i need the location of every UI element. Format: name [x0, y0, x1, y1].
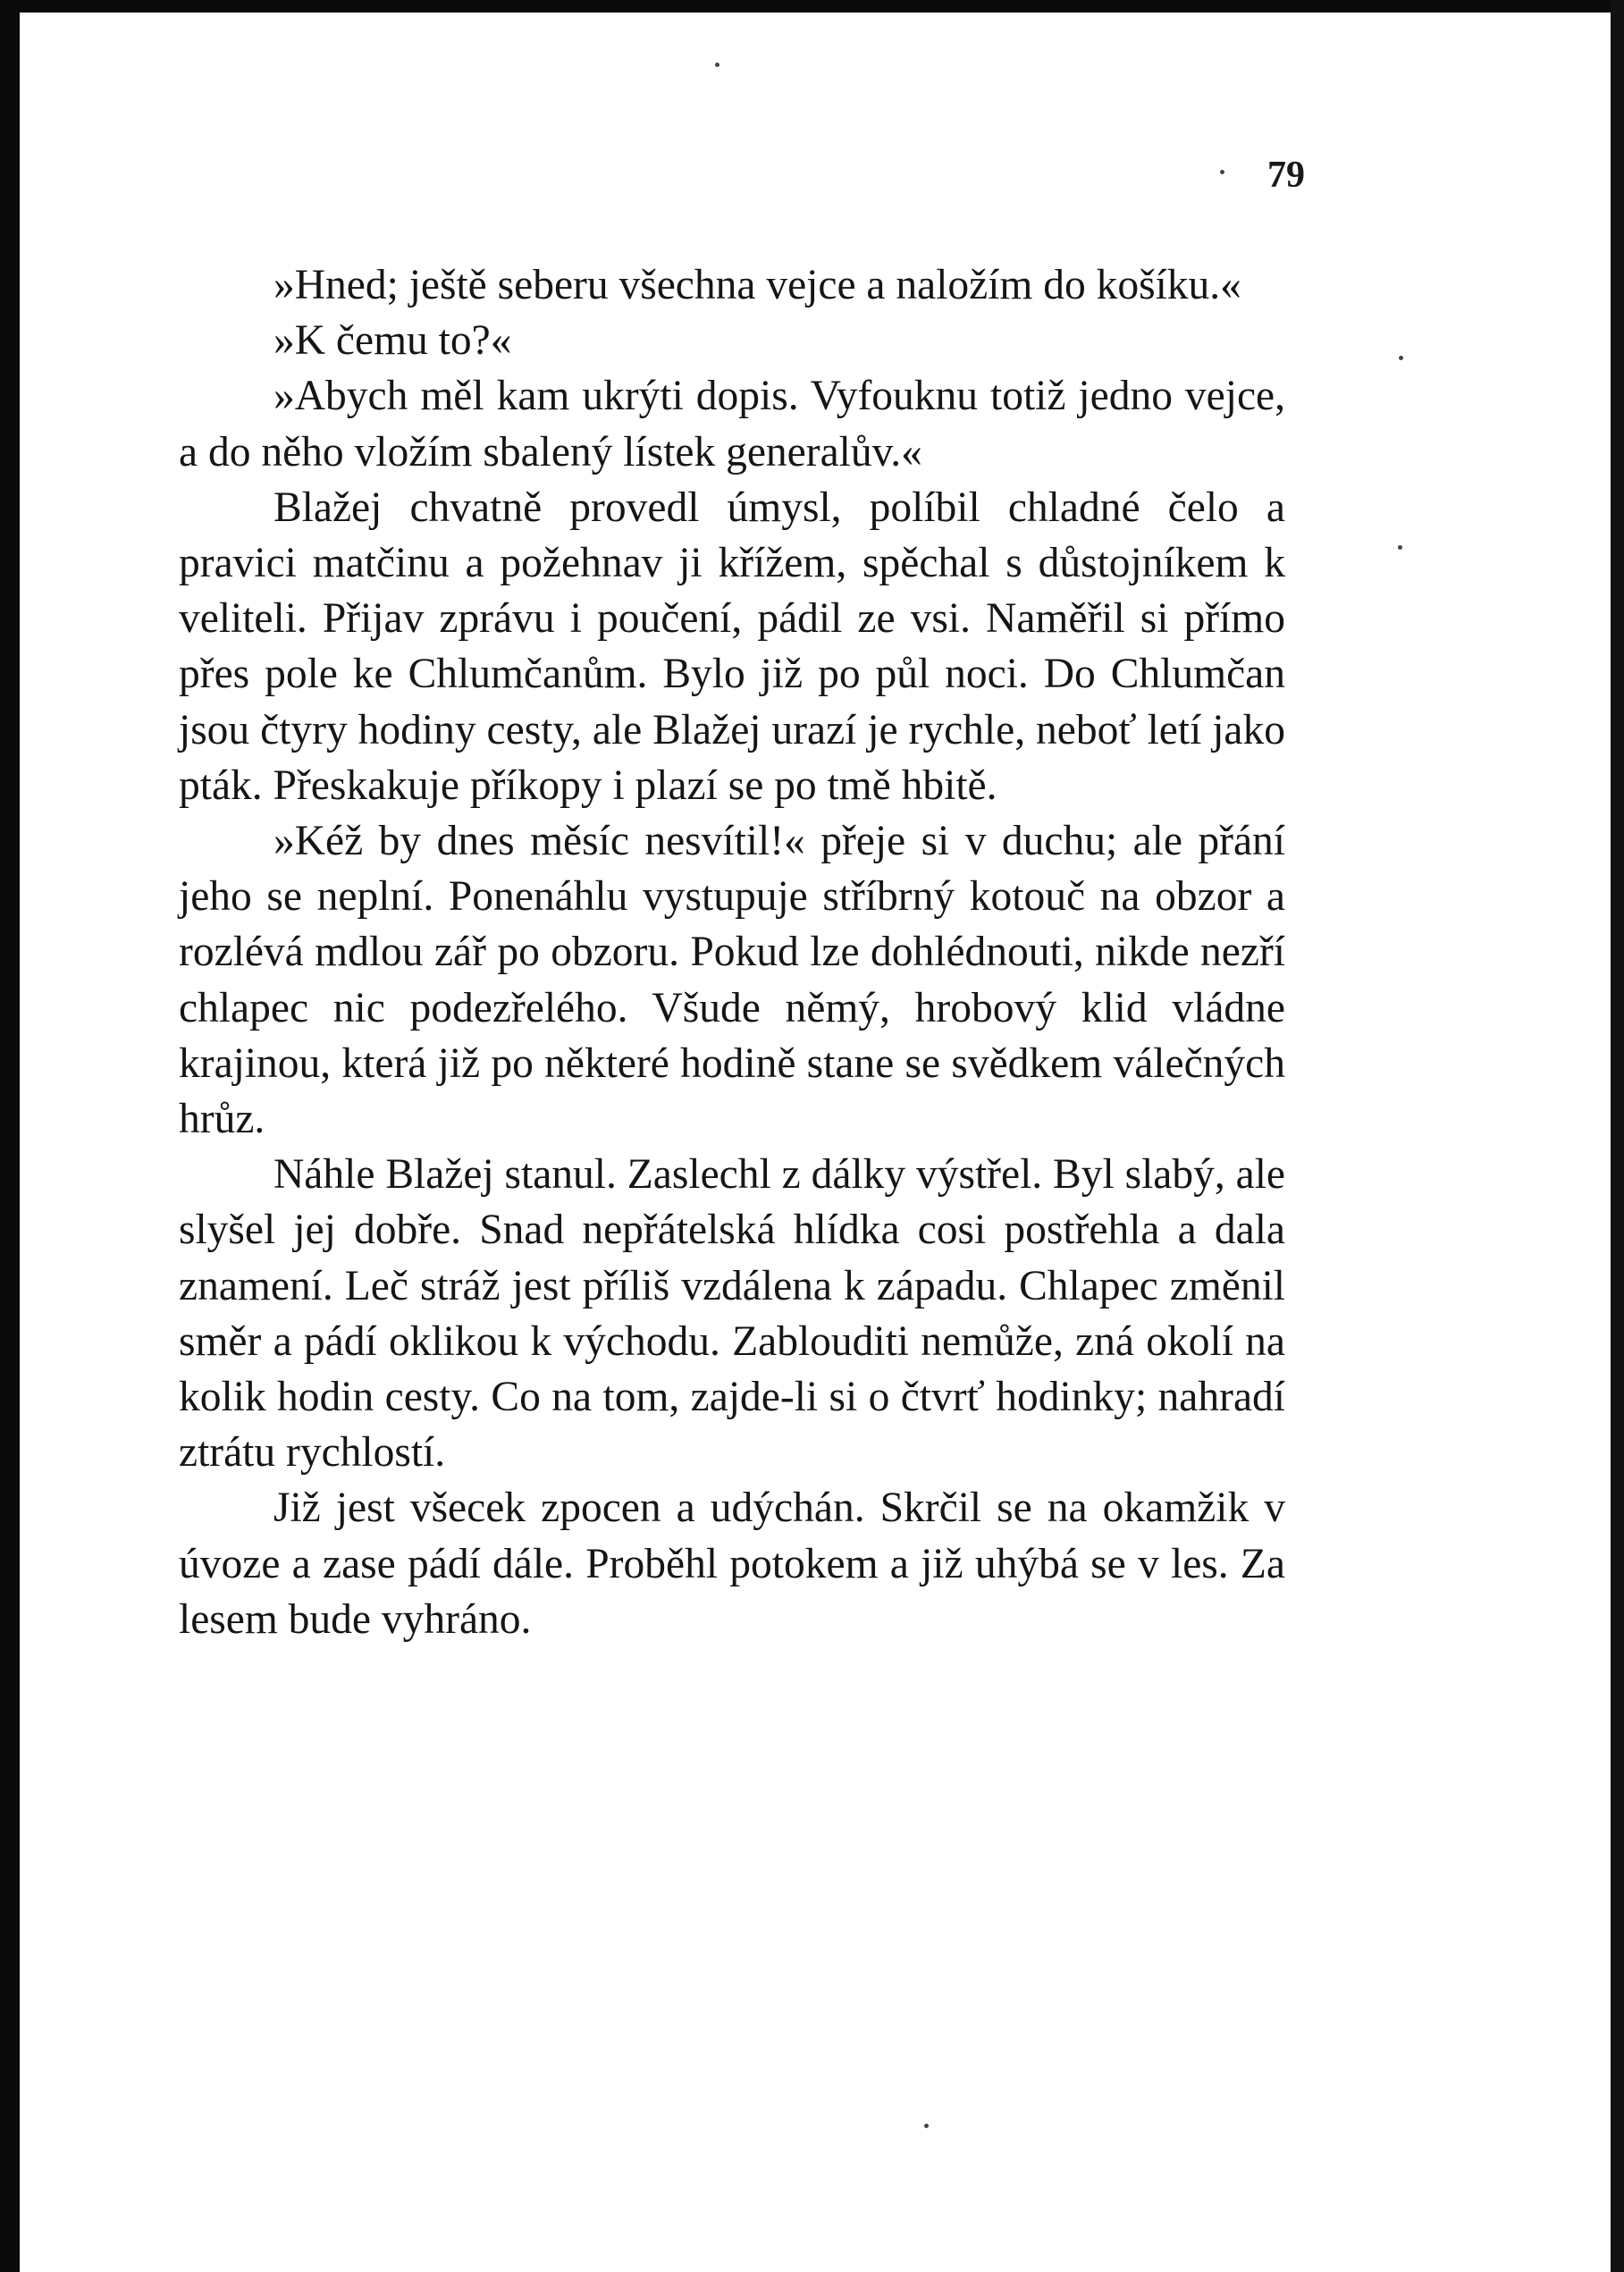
- paper-speck: [715, 63, 719, 67]
- paragraph: Náhle Blažej stanul. Zaslechl z dálky výstřel. Byl slabý, ale slyšel jej dobře. Snad nepřátelská hlídka cosi postřehla a dala znamení. Leč stráž jest příliš vzdálena k západu. Chlapec změnil směr a pádí oklikou k východu. Zablouditi nemůže, zná okolí na kolik hodin cesty. Co na tom, zajde-li si o čtvrť hodinky; nahradí ztrátu rychlostí.: [179, 1151, 1285, 1477]
- scan-border-top: [0, 0, 1624, 13]
- body-text: [179, 257, 1285, 1647]
- paragraph: Blažej chvatně provedl úmysl, políbil chladné čelo a pravici matčinu a požehnav ji křížem, spěchal s důstojníkem k veliteli. Přijav zprávu i poučení, pádil ze vsi. Naměřil si přímo přes pole ke Chlumčanům. Bylo již po půl noci. Do Chlumčan jsou čtyry hodiny cesty, ale Blažej urazí je rychle, neboť letí jako pták. Přeskakuje příkopy i plazí se po tmě hbitě.: [179, 484, 1285, 809]
- paragraph: »K čemu to?«: [273, 317, 512, 365]
- paper-speck: [1220, 170, 1224, 174]
- paragraph: »Kéž by dnes měsíc nesvítil!« přeje si v duchu; ale přání jeho se neplní. Ponenáhlu vystupuje stříbrný kotouč na obzor a rozlévá mdlou zář po obzoru. Pokud lze dohlédnouti, nikde nezří chlapec nic podezřelého. Všude němý, hrobový klid vládne krajinou, která již po některé hodině stane se svědkem válečných hrůz.: [179, 818, 1285, 1143]
- paper-speck: [924, 2124, 929, 2128]
- page-number: 79: [1267, 155, 1305, 196]
- paragraph: »Abych měl kam ukrýti dopis. Vyfouknu totiž jedno vejce, a do něho vložím sbalený lístek generalův.«: [179, 373, 1285, 475]
- scan-border-right: [1611, 0, 1624, 2272]
- paragraph: »Hned; ještě seberu všechna vejce a naložím do košíku.«: [273, 262, 1241, 308]
- paper-speck: [1398, 545, 1402, 550]
- paragraph: Již jest všecek zpocen a udýchán. Skrčil se na okamžik v úvoze a zase pádí dále. Proběhl potokem a již uhýbá se v les. Za lesem bude vyhráno.: [179, 1485, 1285, 1643]
- paper-speck: [1399, 356, 1403, 360]
- scan-border-left: [0, 0, 20, 2272]
